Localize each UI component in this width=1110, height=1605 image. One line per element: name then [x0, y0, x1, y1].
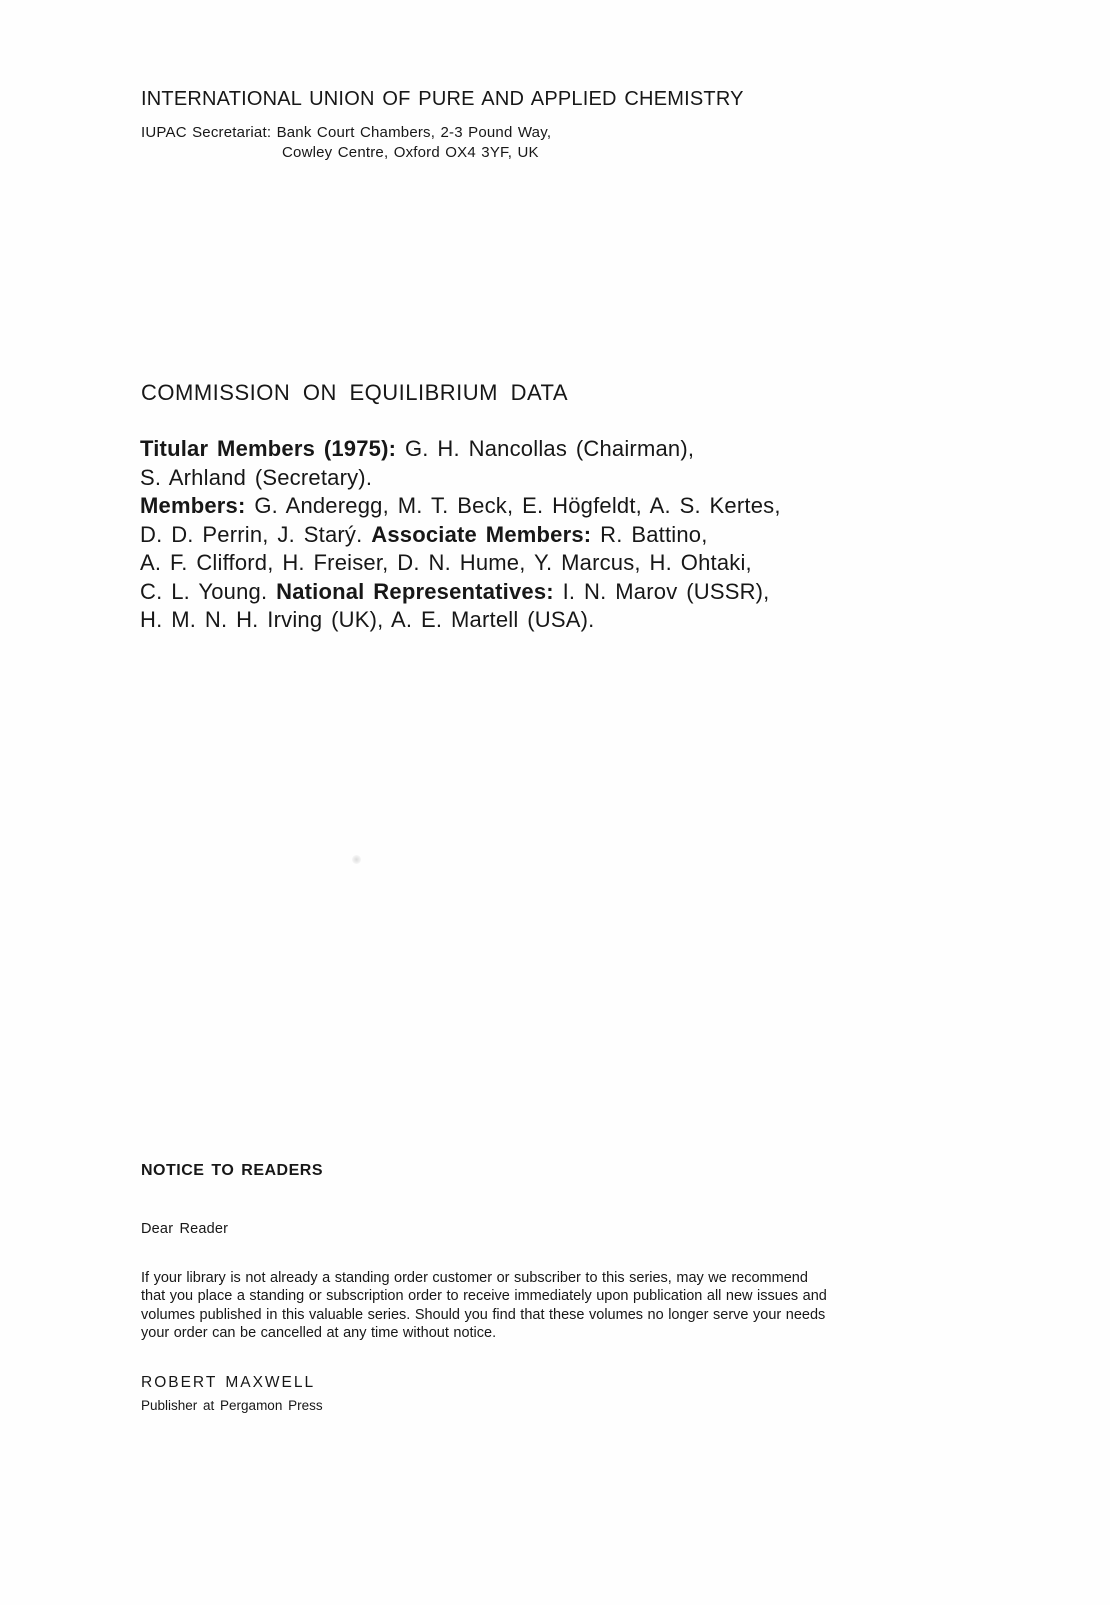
text-line: your order can be cancelled at any time without notice.: [141, 1325, 497, 1342]
secretariat-address: [141, 123, 551, 163]
text-line: If your library is not already a standing order customer or subscriber to this series, may we recommend: [141, 1270, 808, 1286]
bold-label: Associate Members:: [371, 521, 592, 547]
text-segment: S. Arhland (Secretary).: [140, 464, 373, 490]
commission-members: [140, 435, 781, 635]
notice-heading: NOTICE TO READERS: [141, 1162, 323, 1179]
text-segment: D. D. Perrin, J. Starý.: [140, 521, 372, 547]
notice-salutation: Dear Reader: [141, 1221, 229, 1237]
text-segment: I. N. Marov (USSR),: [553, 578, 770, 604]
bold-label: Members:: [140, 493, 246, 518]
text-line: [140, 606, 781, 635]
text-segment: R. Battino,: [591, 521, 708, 547]
text-line: Cowley Centre, Oxford OX4 3YF, UK: [282, 144, 539, 161]
text-line: IUPAC Secretariat: Bank Court Chambers, 2-3 Pound Way,: [141, 124, 552, 141]
text-line: [140, 578, 781, 607]
text-line: that you place a standing or subscription order to receive immediately upon publication all new issues and: [141, 1288, 827, 1305]
notice-body: [141, 1269, 827, 1343]
scan-speck: [352, 855, 361, 864]
commission-heading: COMMISSION ON EQUILIBRIUM DATA: [141, 380, 568, 405]
signature-name: ROBERT MAXWELL: [141, 1374, 316, 1391]
organization-name: INTERNATIONAL UNION OF PURE AND APPLIED CHEMISTRY: [141, 88, 744, 110]
text-segment: A. F. Clifford, H. Freiser, D. N. Hume, Y. Marcus, H. Ohtaki,: [140, 550, 752, 575]
text-line: [140, 549, 781, 578]
signature-role: Publisher at Pergamon Press: [141, 1398, 323, 1413]
bold-label: National Representatives:: [276, 578, 554, 604]
text-segment: G. Anderegg, M. T. Beck, E. Högfeldt, A. S. Kertes,: [245, 493, 781, 518]
text-line: [140, 435, 781, 464]
text-line: [140, 492, 781, 521]
text-line: [140, 521, 781, 550]
text-segment: C. L. Young.: [140, 578, 277, 604]
bold-label: Titular Members (1975):: [140, 436, 397, 461]
text-segment: G. H. Nancollas (Chairman),: [396, 436, 695, 461]
text-line: [140, 464, 781, 493]
text-line: volumes published in this valuable series. Should you find that these volumes no longer serve your needs: [141, 1306, 826, 1323]
text-segment: H. M. N. H. Irving (UK), A. E. Martell (USA).: [140, 607, 595, 632]
